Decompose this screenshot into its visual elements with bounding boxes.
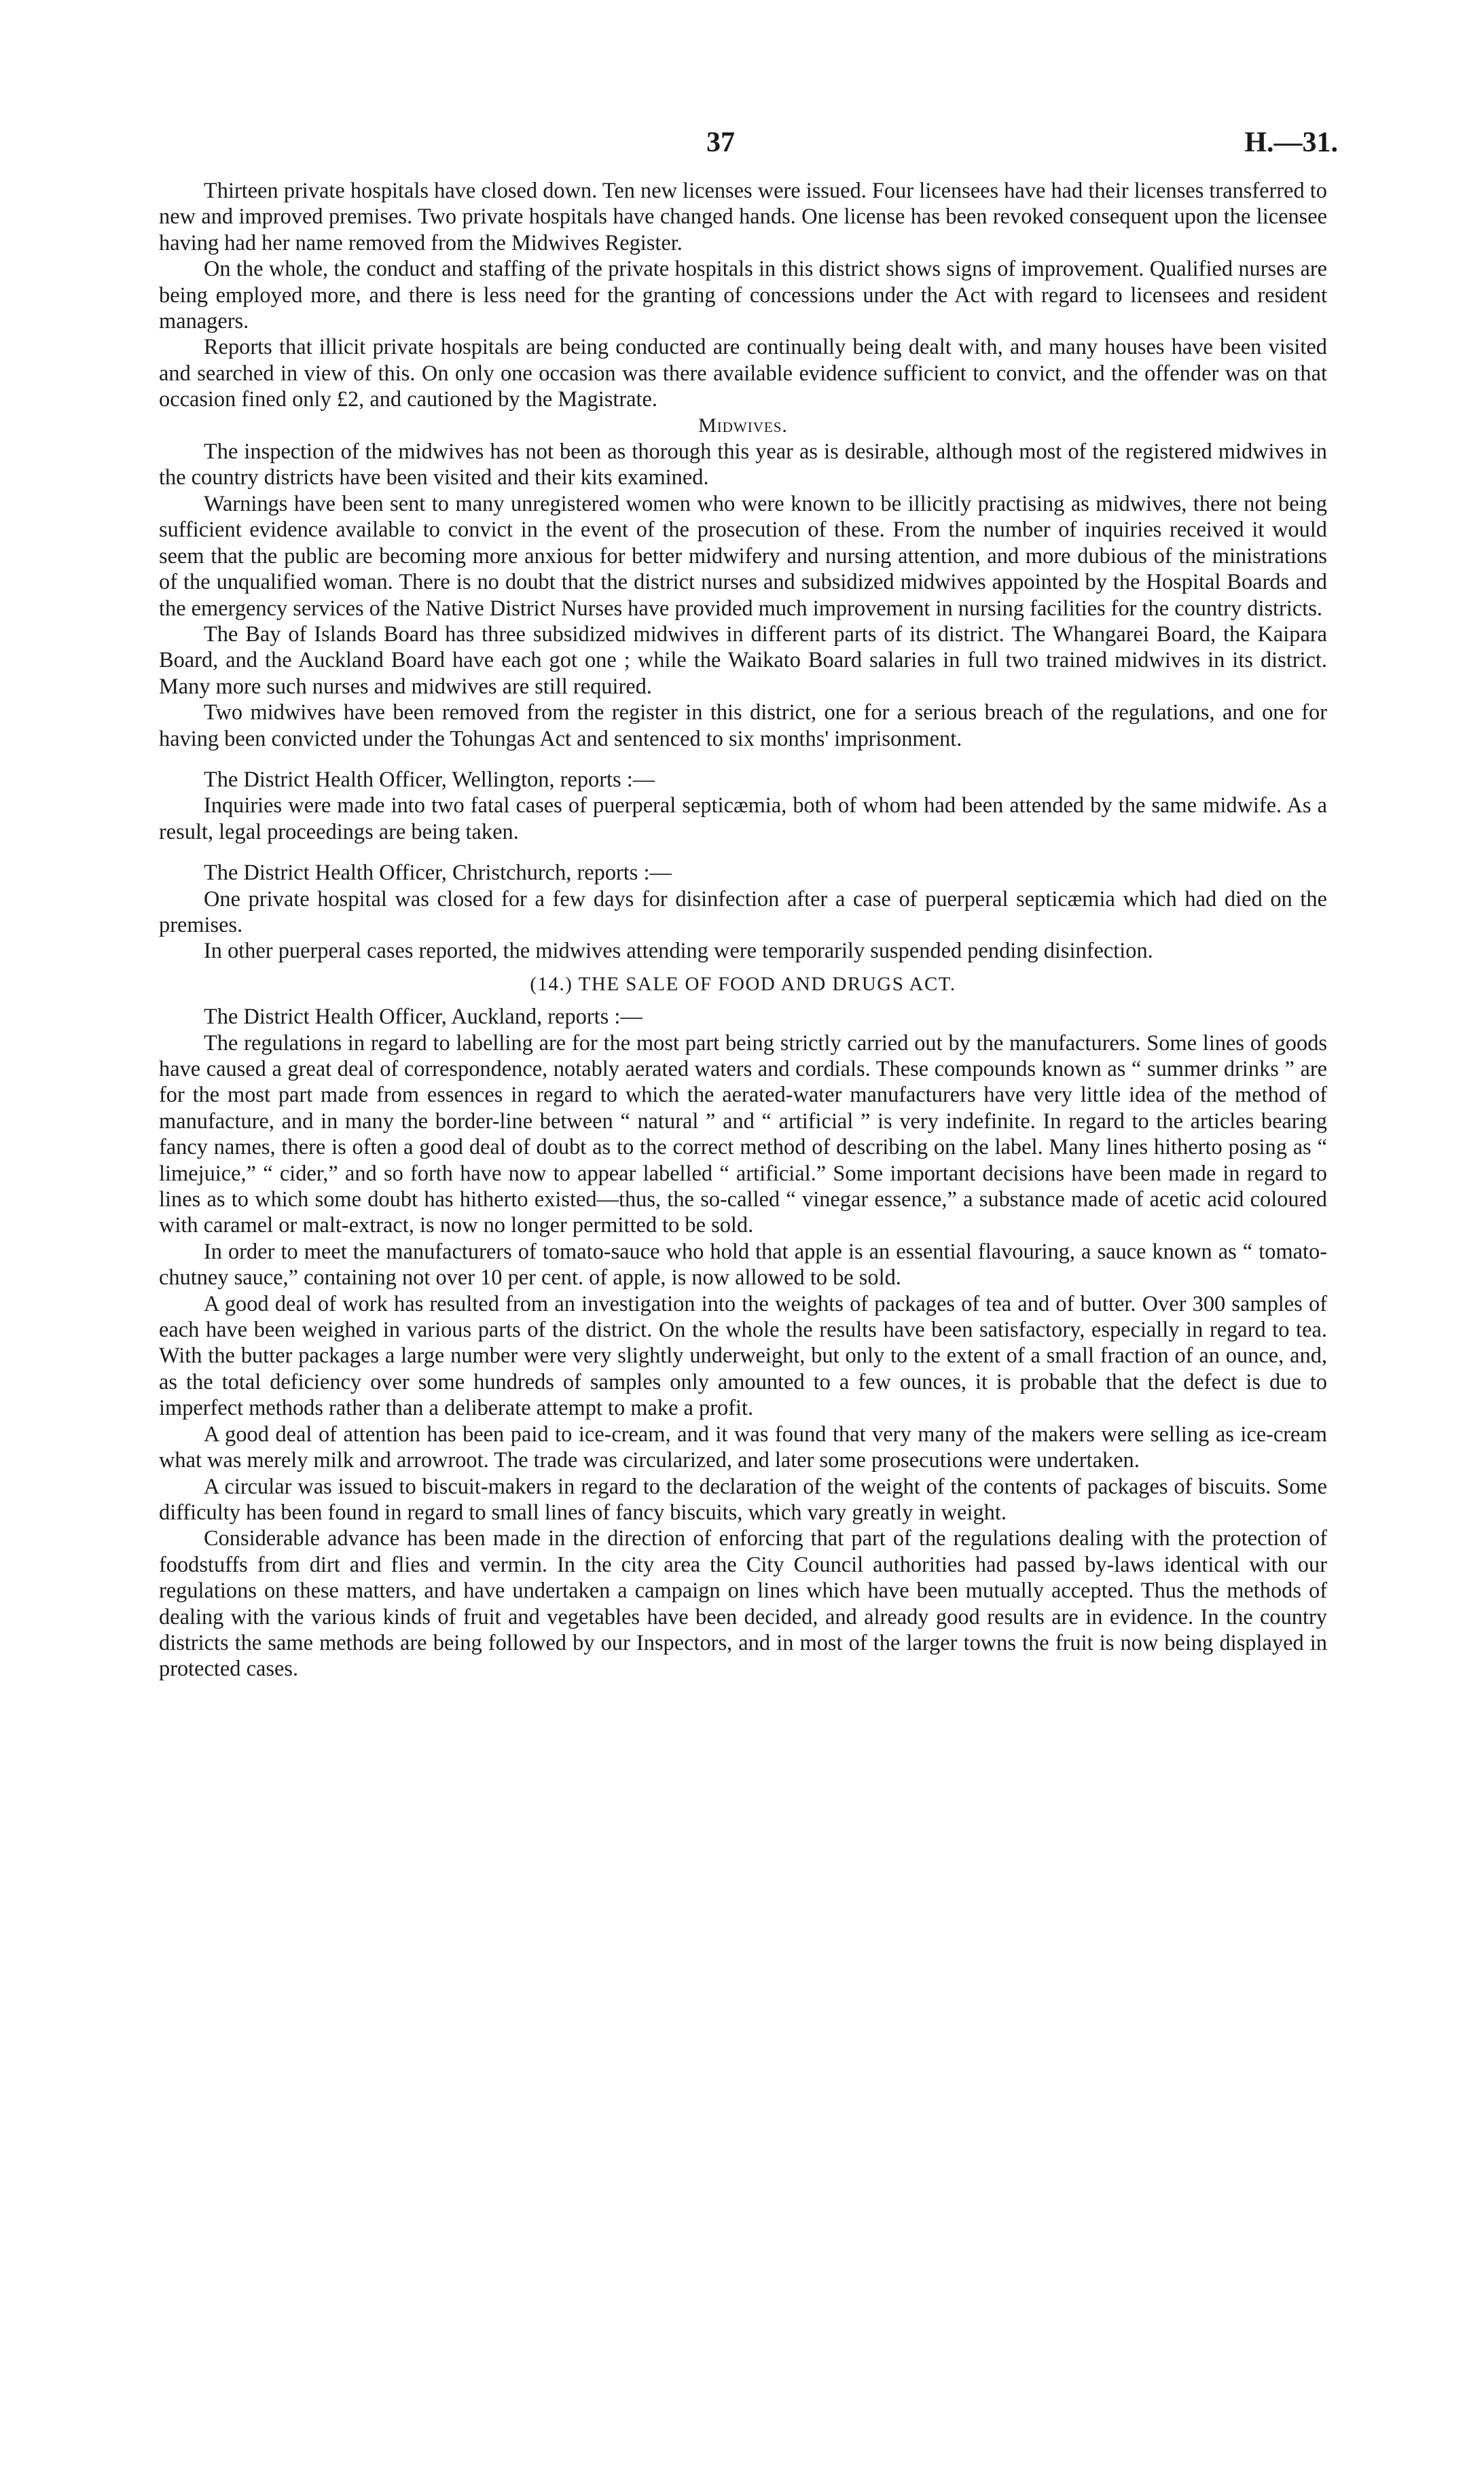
paragraph-christchurch-report: One private hospital was closed for a few days for disinfection after a case of puerperal septicæmia which had died on the premises. xyxy=(159,886,1327,937)
heading-midwives: Midwives. xyxy=(698,414,788,437)
paragraph-biscuits: A circular was issued to biscuit-makers in regard to the declaration of the weight of the contents of packages of biscuits. Some difficulty has been found in regard to small lines of fancy biscuits, which vary greatly in weight. xyxy=(159,1474,1327,1525)
paragraph-christchurch-report-intro: The District Health Officer, Christchurch, reports :— xyxy=(204,861,672,886)
paragraph-subsidized-midwives: The Bay of Islands Board has three subsidized midwives in different parts of its district. The Whangarei Board, the Kaipara Board, and the Auckland Board have each got one ; while the Waikato Board salaries in full two trained midwives in its district. Many more such nurses and midwives are still required. xyxy=(159,621,1327,699)
page-header xyxy=(0,126,1484,167)
page-number: 37 xyxy=(706,127,735,158)
paragraph-tea-butter-weights: A good deal of work has resulted from an investigation into the weights of packages of tea and of butter. Over 300 samples of each have been weighed in various parts of the district. On the whole the results have been satisfactory, especially in regard to tea. With the butter packages a large number were very slightly underweight, but only to the extent of a small fraction of an ounce, and, as the total deficiency over some hundreds of samples only amounted to a few ounces, it is probable that the defect is due to imperfect methods rather than a deliberate attempt to make a profit. xyxy=(159,1291,1327,1421)
paragraph-puerperal-cases: In other puerperal cases reported, the midwives attending were temporarily suspended pending disinfection. xyxy=(204,939,1153,964)
paragraph-midwives-removed: Two midwives have been removed from the register in this district, one for a serious breach of the regulations, and one for having been convicted under the Tohungas Act and sentenced to six months' imprisonment. xyxy=(159,700,1327,751)
heading-sale-of-food-and-drugs-act: (14.) THE SALE OF FOOD AND DRUGS ACT. xyxy=(530,973,956,995)
paragraph-wellington-report: Inquiries were made into two fatal cases of puerperal septicæmia, both of whom had been attended by the same midwife. As a result, legal proceedings are being taken. xyxy=(159,793,1327,844)
document-reference: H.—31. xyxy=(1244,127,1338,158)
paragraph-unregistered-warnings: Warnings have been sent to many unregistered women who were known to be illicitly practising as midwives, there not being sufficient evidence available to convict in the event of the prosecution of these. From the number of inquiries received it would seem that the public are becoming more anxious for better midwifery and nursing attention, and more dubious of the ministrations of the unqualified woman. There is no doubt that the district nurses and subsidized midwives appointed by the Hospital Boards and the emergency services of the Native District Nurses have provided much improvement in nursing facilities for the country districts. xyxy=(159,491,1327,621)
paragraph-private-hospitals-closed: Thirteen private hospitals have closed down. Ten new licenses were issued. Four licensees have had their licenses transferred to new and improved premises. Two private hospitals have changed hands. One license has been revoked consequent upon the licensee having had her name removed from the Midwives Register. xyxy=(159,179,1327,255)
paragraph-illicit-hospitals: Reports that illicit private hospitals are being conducted are continually being dealt with, and many houses have been visited and searched in view of this. On only one occasion was there available evidence sufficient to convict, and the offender was on that occasion fined only £2, and cautioned by the Magistrate. xyxy=(159,335,1327,412)
paragraph-midwives-inspection: The inspection of the midwives has not been as thorough this year as is desirable, although most of the registered midwives in the country districts have been visited and their kits examined. xyxy=(159,439,1327,490)
paragraph-wellington-report-intro: The District Health Officer, Wellington, reports :— xyxy=(204,767,655,792)
paragraph-tomato-sauce: In order to meet the manufacturers of tomato-sauce who hold that apple is an essential flavouring, a sauce known as “ tomato-chutney sauce,” containing not over 10 per cent. of apple, is now allowed to be sold. xyxy=(159,1239,1327,1291)
paragraph-auckland-report-intro: The District Health Officer, Auckland, reports :— xyxy=(204,1005,643,1030)
paragraph-private-hospitals-conduct: On the whole, the conduct and staffing of the private hospitals in this district shows signs of improvement. Qualified nurses are being employed more, and there is less need for the granting of concessions under the Act with regard to licensees and resident managers. xyxy=(159,257,1327,334)
paragraph-foodstuffs-protection: Considerable advance has been made in the direction of enforcing that part of the regulations dealing with the protection of foodstuffs from dirt and flies and vermin. In the city area the City Council authorities had passed by-laws identical with our regulations on these matters, and have undertaken a campaign on lines which have been mutually accepted. Thus the methods of dealing with the various kinds of fruit and vegetables have been decided, and already good results are in evidence. In the country districts the same methods are being followed by our Inspectors, and in most of the larger towns the fruit is now being displayed in protected cases. xyxy=(159,1526,1327,1682)
page-body xyxy=(159,178,1327,1682)
paragraph-labelling-regulations: The regulations in regard to labelling are for the most part being strictly carried out by the manufacturers. Some lines of goods have caused a great deal of correspondence, notably aerated waters and cordials. These compounds known as “ summer drinks ” are for the most part made from essences in regard to which the aerated-water manufacturers have very little idea of the method of manufacture, and in many the border-line between “ natural ” and “ artificial ” is very indefinite. In regard to the articles bearing fancy names, there is often a good deal of doubt as to the correct method of describing on the label. Many lines hitherto posing as “ limejuice,” “ cider,” and so forth have now to appear labelled “ artificial.” Some important decisions have been made in regard to lines as to which some doubt has hitherto existed—thus, the so-called “ vinegar essence,” a substance made of acetic acid coloured with caramel or malt-extract, is now no longer permitted to be sold. xyxy=(159,1030,1327,1238)
paragraph-ice-cream: A good deal of attention has been paid to ice-cream, and it was found that very many of the makers were selling as ice-cream what was merely milk and arrowroot. The trade was circularized, and later some prosecutions were undertaken. xyxy=(159,1422,1327,1473)
